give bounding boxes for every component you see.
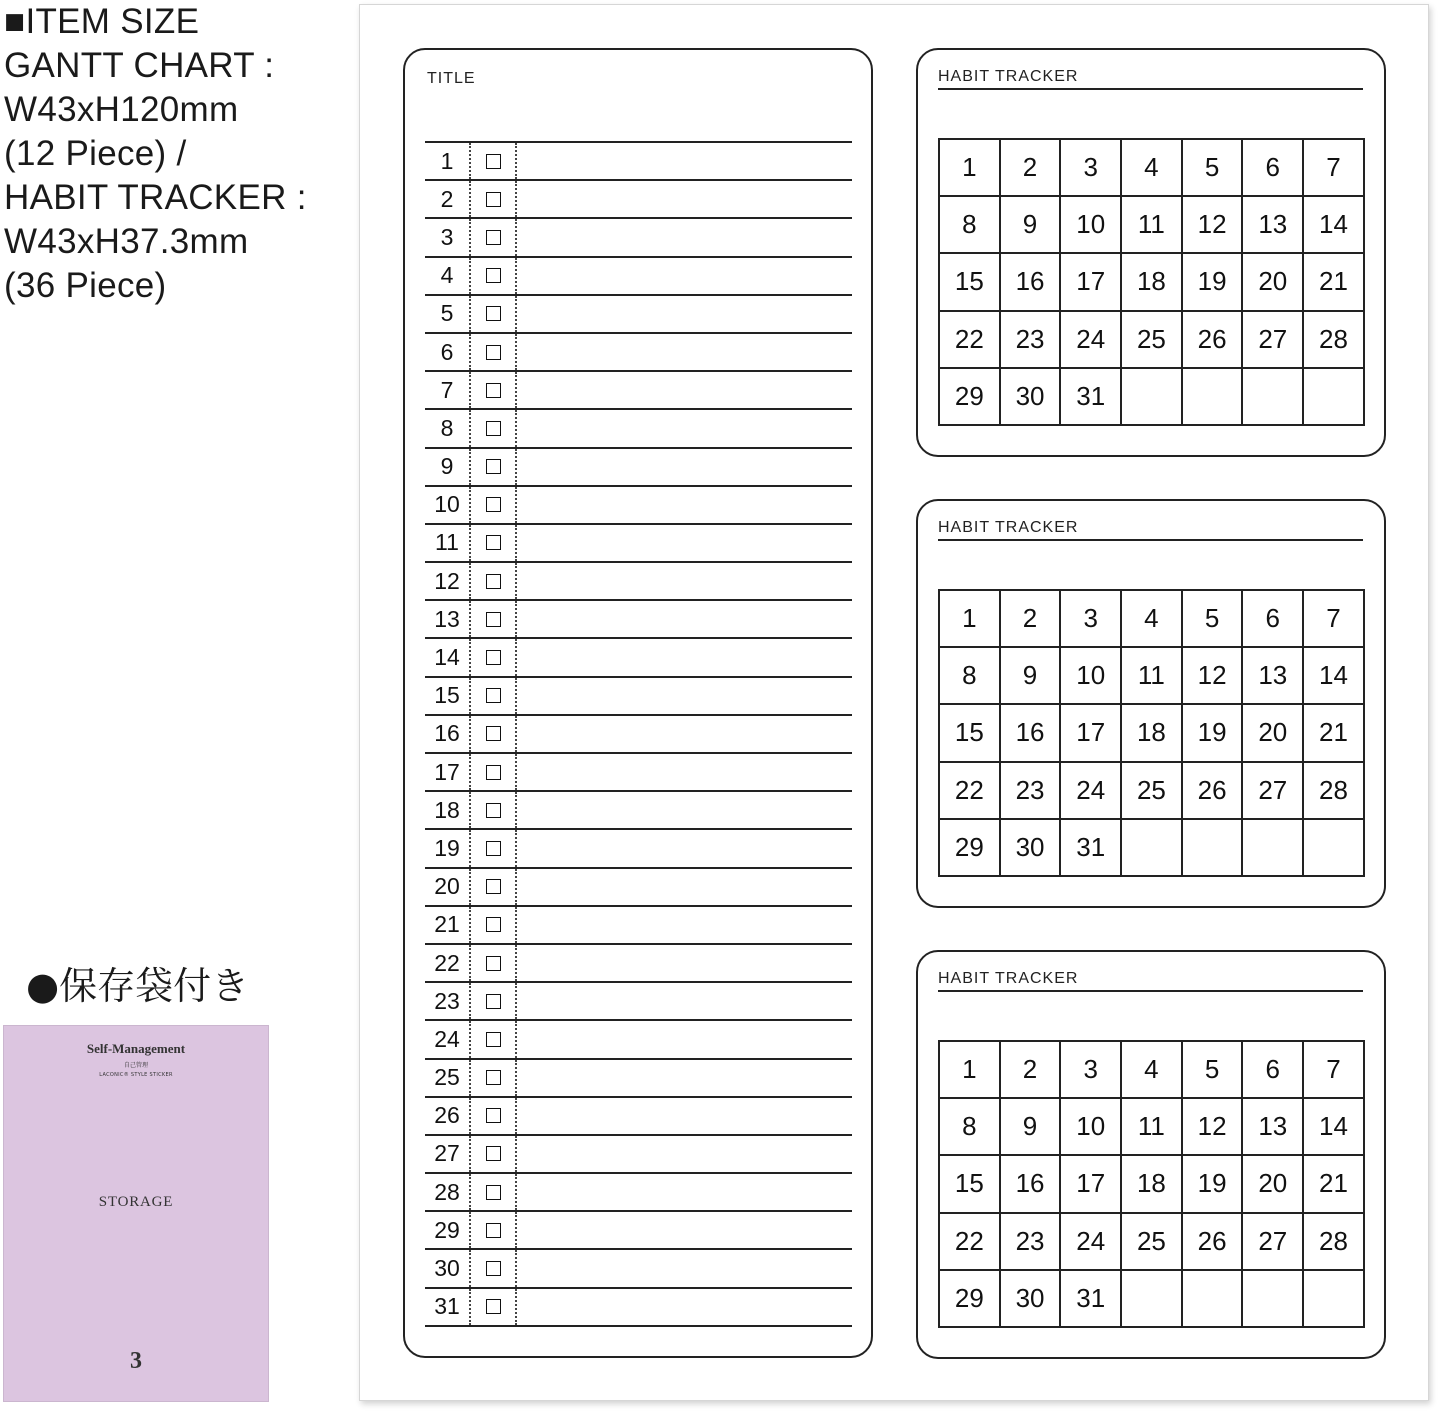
tracker-day-cell: 30: [1001, 820, 1062, 877]
bag-number: 3: [130, 1348, 142, 1374]
tracker-day-cell: 8: [940, 1099, 1001, 1156]
checkbox-cell: [471, 1060, 517, 1096]
habit-tracker-title: HABIT TRACKER: [938, 519, 1363, 541]
tracker-day-cell: [1122, 369, 1183, 426]
tracker-day-cell: [1183, 1271, 1244, 1328]
gantt-row-number: 12: [425, 563, 471, 599]
tracker-day-cell: [1183, 820, 1244, 877]
checkbox-square-icon: [486, 726, 501, 741]
habit-tracker-sticker: [916, 950, 1386, 1359]
checkbox-cell: [471, 830, 517, 866]
checkbox-square-icon: [486, 383, 501, 398]
gantt-chart-sticker: [403, 48, 873, 1358]
tracker-day-cell: 28: [1304, 312, 1365, 369]
checkbox-square-icon: [486, 879, 501, 894]
info-line: (12 Piece) /: [4, 134, 187, 173]
tracker-day-cell: 11: [1122, 1099, 1183, 1156]
tracker-day-cell: 7: [1304, 140, 1365, 197]
tracker-day-cell: 23: [1001, 1214, 1062, 1271]
tracker-day-cell: [1183, 369, 1244, 426]
info-line: ■ITEM SIZE: [4, 2, 200, 41]
gantt-row: [425, 296, 852, 334]
gantt-row-number: 15: [425, 678, 471, 714]
tracker-day-cell: [1304, 1271, 1365, 1328]
tracker-day-cell: 30: [1001, 1271, 1062, 1328]
checkbox-square-icon: [486, 345, 501, 360]
gantt-row: [425, 1098, 852, 1136]
gantt-row: [425, 907, 852, 945]
tracker-day-cell: 21: [1304, 254, 1365, 311]
tracker-day-cell: 10: [1061, 197, 1122, 254]
gantt-row: [425, 449, 852, 487]
checkbox-square-icon: [486, 1299, 501, 1314]
tracker-day-cell: 22: [940, 312, 1001, 369]
tracker-day-cell: 27: [1243, 312, 1304, 369]
gantt-row-number: 25: [425, 1060, 471, 1096]
tracker-day-cell: [1243, 1271, 1304, 1328]
gantt-row: [425, 1212, 852, 1250]
gantt-row-number: 19: [425, 830, 471, 866]
tracker-day-cell: 18: [1122, 1156, 1183, 1213]
checkbox-cell: [471, 639, 517, 675]
gantt-row: [425, 1174, 852, 1212]
checkbox-square-icon: [486, 574, 501, 589]
tracker-day-cell: 13: [1243, 648, 1304, 705]
gantt-row: [425, 792, 852, 830]
checkbox-square-icon: [486, 1261, 501, 1276]
checkbox-cell: [471, 983, 517, 1019]
tracker-day-cell: 2: [1001, 140, 1062, 197]
checkbox-square-icon: [486, 1223, 501, 1238]
item-size-info: [4, 0, 354, 308]
gantt-row-number: 6: [425, 334, 471, 370]
tracker-day-cell: 6: [1243, 591, 1304, 648]
checkbox-square-icon: [486, 268, 501, 283]
checkbox-cell: [471, 372, 517, 408]
tracker-day-cell: 6: [1243, 1042, 1304, 1099]
tracker-day-cell: 3: [1061, 591, 1122, 648]
tracker-day-cell: 19: [1183, 705, 1244, 762]
checkbox-cell: [471, 792, 517, 828]
tracker-day-cell: 7: [1304, 591, 1365, 648]
checkbox-cell: [471, 563, 517, 599]
gantt-row: [425, 945, 852, 983]
bag-title: Self-Management: [86, 1041, 186, 1056]
checkbox-cell: [471, 1250, 517, 1286]
tracker-day-cell: 19: [1183, 1156, 1244, 1213]
tracker-day-cell: 22: [940, 1214, 1001, 1271]
tracker-day-cell: 1: [940, 591, 1001, 648]
checkbox-cell: [471, 1174, 517, 1210]
tracker-day-cell: 26: [1183, 312, 1244, 369]
gantt-row: [425, 525, 852, 563]
tracker-day-cell: 3: [1061, 140, 1122, 197]
tracker-day-cell: 6: [1243, 140, 1304, 197]
gantt-row-number: 24: [425, 1021, 471, 1057]
tracker-day-cell: 22: [940, 763, 1001, 820]
gantt-row-number: 13: [425, 601, 471, 637]
tracker-day-cell: 4: [1122, 591, 1183, 648]
tracker-day-cell: 28: [1304, 763, 1365, 820]
checkbox-square-icon: [486, 956, 501, 971]
tracker-day-cell: 1: [940, 140, 1001, 197]
gantt-row: [425, 143, 852, 181]
info-line: (36 Piece): [4, 266, 167, 305]
bag-subtitle: LACONIC® STYLE STICKER: [99, 1072, 173, 1078]
gantt-row-number: 31: [425, 1289, 471, 1325]
tracker-day-cell: 17: [1061, 1156, 1122, 1213]
tracker-day-cell: 12: [1183, 648, 1244, 705]
gantt-row-number: 23: [425, 983, 471, 1019]
gantt-row: [425, 410, 852, 448]
tracker-day-cell: 13: [1243, 1099, 1304, 1156]
tracker-day-cell: 18: [1122, 254, 1183, 311]
checkbox-cell: [471, 219, 517, 255]
checkbox-cell: [471, 296, 517, 332]
gantt-row-number: 20: [425, 869, 471, 905]
tracker-day-cell: 13: [1243, 197, 1304, 254]
checkbox-cell: [471, 525, 517, 561]
tracker-day-cell: 4: [1122, 1042, 1183, 1099]
storage-bag-image: [3, 1025, 269, 1402]
checkbox-cell: [471, 869, 517, 905]
gantt-row-number: 3: [425, 219, 471, 255]
habit-tracker-sticker: [916, 48, 1386, 457]
tracker-day-cell: [1243, 820, 1304, 877]
tracker-day-cell: 25: [1122, 312, 1183, 369]
gantt-row: [425, 181, 852, 219]
gantt-row: [425, 334, 852, 372]
gantt-row: [425, 1250, 852, 1288]
tracker-day-cell: 11: [1122, 648, 1183, 705]
checkbox-square-icon: [486, 650, 501, 665]
tracker-day-cell: 14: [1304, 648, 1365, 705]
bag-subtitle-jp: 自己管理: [123, 1062, 148, 1069]
info-line: HABIT TRACKER :: [4, 178, 307, 217]
gantt-row-number: 27: [425, 1136, 471, 1172]
checkbox-square-icon: [486, 1146, 501, 1161]
tracker-day-cell: 23: [1001, 312, 1062, 369]
gantt-row: [425, 487, 852, 525]
tracker-day-cell: 14: [1304, 197, 1365, 254]
habit-tracker-grid: [938, 138, 1365, 426]
checkbox-square-icon: [486, 1108, 501, 1123]
checkbox-square-icon: [486, 994, 501, 1009]
tracker-day-cell: 10: [1061, 648, 1122, 705]
gantt-row: [425, 1289, 852, 1327]
gantt-row-number: 1: [425, 143, 471, 179]
tracker-day-cell: 8: [940, 197, 1001, 254]
checkbox-square-icon: [486, 612, 501, 627]
checkbox-cell: [471, 143, 517, 179]
checkbox-square-icon: [486, 688, 501, 703]
gantt-row: [425, 830, 852, 868]
gantt-row: [425, 219, 852, 257]
tracker-day-cell: 9: [1001, 1099, 1062, 1156]
checkbox-cell: [471, 181, 517, 217]
tracker-day-cell: 4: [1122, 140, 1183, 197]
gantt-row-number: 28: [425, 1174, 471, 1210]
checkbox-square-icon: [486, 1185, 501, 1200]
gantt-row-number: 5: [425, 296, 471, 332]
tracker-day-cell: 31: [1061, 820, 1122, 877]
tracker-day-cell: 9: [1001, 197, 1062, 254]
tracker-day-cell: 31: [1061, 369, 1122, 426]
tracker-day-cell: 11: [1122, 197, 1183, 254]
gantt-row: [425, 563, 852, 601]
checkbox-square-icon: [486, 841, 501, 856]
checkbox-cell: [471, 1212, 517, 1248]
tracker-day-cell: 5: [1183, 140, 1244, 197]
tracker-day-cell: 26: [1183, 763, 1244, 820]
checkbox-cell: [471, 945, 517, 981]
gantt-row: [425, 678, 852, 716]
checkbox-cell: [471, 1136, 517, 1172]
checkbox-cell: [471, 716, 517, 752]
checkbox-cell: [471, 1021, 517, 1057]
checkbox-square-icon: [486, 459, 501, 474]
tracker-day-cell: 2: [1001, 1042, 1062, 1099]
tracker-day-cell: [1122, 1271, 1183, 1328]
tracker-day-cell: 21: [1304, 705, 1365, 762]
info-line: W43xH37.3mm: [4, 222, 249, 261]
tracker-day-cell: 16: [1001, 1156, 1062, 1213]
tracker-day-cell: 31: [1061, 1271, 1122, 1328]
tracker-day-cell: 23: [1001, 763, 1062, 820]
checkbox-cell: [471, 449, 517, 485]
tracker-day-cell: 10: [1061, 1099, 1122, 1156]
tracker-day-cell: 7: [1304, 1042, 1365, 1099]
checkbox-cell: [471, 334, 517, 370]
tracker-day-cell: 24: [1061, 763, 1122, 820]
gantt-row-number: 9: [425, 449, 471, 485]
checkbox-square-icon: [486, 535, 501, 550]
gantt-title: TITLE: [427, 70, 476, 87]
tracker-day-cell: 15: [940, 1156, 1001, 1213]
checkbox-square-icon: [486, 421, 501, 436]
gantt-row-number: 18: [425, 792, 471, 828]
checkbox-square-icon: [486, 803, 501, 818]
checkbox-cell: [471, 601, 517, 637]
checkbox-cell: [471, 410, 517, 446]
habit-tracker-sticker: [916, 499, 1386, 908]
tracker-day-cell: 1: [940, 1042, 1001, 1099]
tracker-day-cell: 24: [1061, 312, 1122, 369]
tracker-day-cell: [1243, 369, 1304, 426]
tracker-day-cell: 27: [1243, 1214, 1304, 1271]
tracker-day-cell: 12: [1183, 197, 1244, 254]
gantt-row: [425, 716, 852, 754]
tracker-day-cell: 29: [940, 820, 1001, 877]
gantt-row-number: 29: [425, 1212, 471, 1248]
checkbox-square-icon: [486, 154, 501, 169]
bag-storage-text: STORAGE: [98, 1194, 174, 1210]
tracker-day-cell: 29: [940, 369, 1001, 426]
checkbox-cell: [471, 1098, 517, 1134]
tracker-day-cell: 29: [940, 1271, 1001, 1328]
tracker-day-cell: 5: [1183, 1042, 1244, 1099]
gantt-row: [425, 1021, 852, 1059]
tracker-day-cell: 16: [1001, 705, 1062, 762]
info-line: GANTT CHART :: [4, 46, 275, 85]
habit-tracker-grid: [938, 1040, 1365, 1328]
gantt-row-number: 21: [425, 907, 471, 943]
checkbox-square-icon: [486, 497, 501, 512]
checkbox-square-icon: [486, 917, 501, 932]
tracker-day-cell: 30: [1001, 369, 1062, 426]
gantt-row: [425, 372, 852, 410]
tracker-day-cell: 21: [1304, 1156, 1365, 1213]
tracker-day-cell: 26: [1183, 1214, 1244, 1271]
gantt-row: [425, 639, 852, 677]
gantt-row-number: 4: [425, 258, 471, 294]
gantt-row: [425, 258, 852, 296]
checkbox-cell: [471, 258, 517, 294]
gantt-row-number: 22: [425, 945, 471, 981]
gantt-row-number: 11: [425, 525, 471, 561]
checkbox-cell: [471, 678, 517, 714]
tracker-day-cell: 17: [1061, 254, 1122, 311]
tracker-day-cell: 20: [1243, 1156, 1304, 1213]
habit-tracker-title: HABIT TRACKER: [938, 68, 1363, 90]
tracker-day-cell: 5: [1183, 591, 1244, 648]
checkbox-square-icon: [486, 765, 501, 780]
checkbox-square-icon: [486, 1032, 501, 1047]
gantt-row: [425, 754, 852, 792]
tracker-day-cell: 15: [940, 254, 1001, 311]
tracker-day-cell: 14: [1304, 1099, 1365, 1156]
tracker-day-cell: 20: [1243, 254, 1304, 311]
tracker-day-cell: 9: [1001, 648, 1062, 705]
tracker-day-cell: 17: [1061, 705, 1122, 762]
checkbox-cell: [471, 487, 517, 523]
tracker-day-cell: 20: [1243, 705, 1304, 762]
gantt-row-number: 7: [425, 372, 471, 408]
checkbox-cell: [471, 907, 517, 943]
gantt-row-number: 17: [425, 754, 471, 790]
tracker-day-cell: [1304, 820, 1365, 877]
checkbox-square-icon: [486, 192, 501, 207]
gantt-row-number: 14: [425, 639, 471, 675]
gantt-row: [425, 1136, 852, 1174]
gantt-row: [425, 983, 852, 1021]
checkbox-square-icon: [486, 306, 501, 321]
tracker-day-cell: 3: [1061, 1042, 1122, 1099]
tracker-day-cell: 12: [1183, 1099, 1244, 1156]
gantt-row: [425, 601, 852, 639]
habit-tracker-title: HABIT TRACKER: [938, 970, 1363, 992]
gantt-rows: [425, 141, 852, 1327]
gantt-row: [425, 1060, 852, 1098]
tracker-day-cell: 8: [940, 648, 1001, 705]
tracker-day-cell: 2: [1001, 591, 1062, 648]
gantt-row: [425, 869, 852, 907]
checkbox-square-icon: [486, 1070, 501, 1085]
tracker-day-cell: [1304, 369, 1365, 426]
gantt-row-number: 16: [425, 716, 471, 752]
checkbox-cell: [471, 1289, 517, 1325]
checkbox-cell: [471, 754, 517, 790]
gantt-row-number: 10: [425, 487, 471, 523]
tracker-day-cell: 15: [940, 705, 1001, 762]
gantt-row-number: 2: [425, 181, 471, 217]
tracker-day-cell: 25: [1122, 763, 1183, 820]
habit-tracker-grid: [938, 589, 1365, 877]
tracker-day-cell: 24: [1061, 1214, 1122, 1271]
gantt-row-number: 8: [425, 410, 471, 446]
tracker-day-cell: 25: [1122, 1214, 1183, 1271]
tracker-day-cell: 19: [1183, 254, 1244, 311]
gantt-row-number: 30: [425, 1250, 471, 1286]
checkbox-square-icon: [486, 230, 501, 245]
tracker-day-cell: 28: [1304, 1214, 1365, 1271]
info-line: W43xH120mm: [4, 90, 239, 129]
gantt-row-number: 26: [425, 1098, 471, 1134]
tracker-day-cell: 27: [1243, 763, 1304, 820]
storage-bag-label: ●保存袋付き: [26, 964, 250, 1008]
tracker-day-cell: [1122, 820, 1183, 877]
tracker-day-cell: 18: [1122, 705, 1183, 762]
tracker-day-cell: 16: [1001, 254, 1062, 311]
